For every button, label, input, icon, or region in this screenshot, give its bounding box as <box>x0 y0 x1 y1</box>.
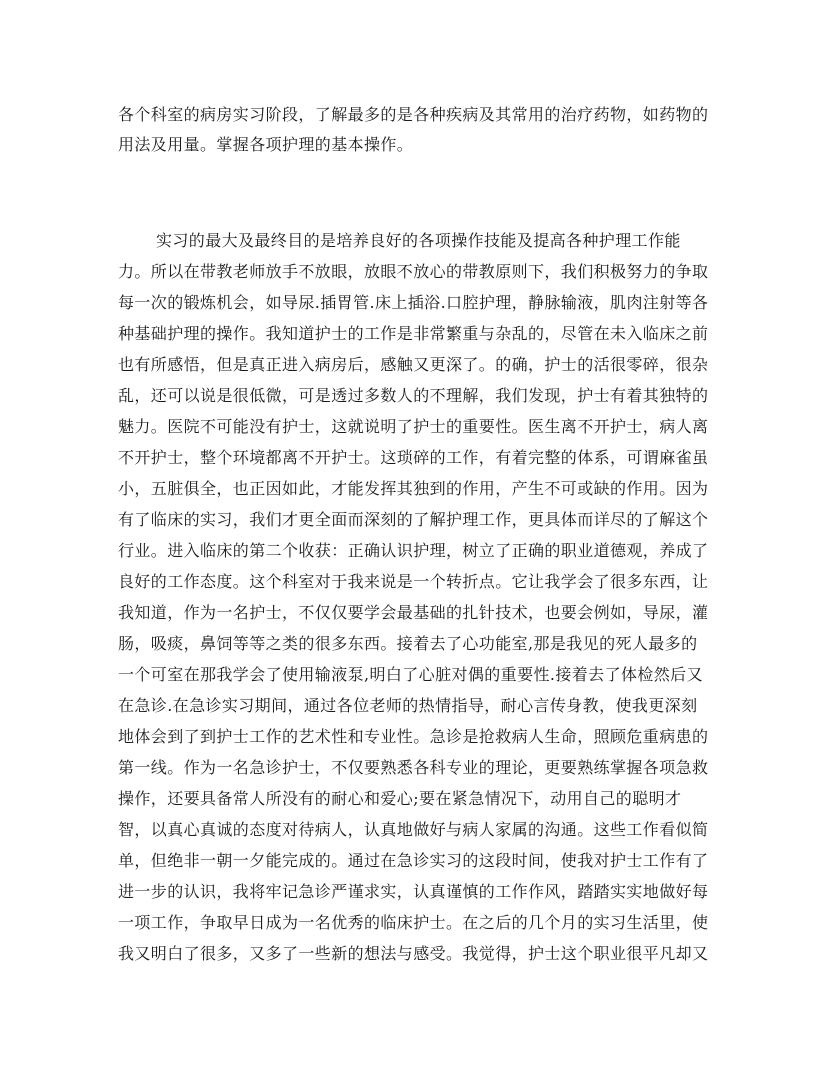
paragraph-2-line-24: 我又明白了很多，又多了一些新的想法与感受。我觉得，护士这个职业很平凡却又 <box>118 944 709 963</box>
paragraph-2-line-8: 不开护士，整个环境都离不开护士。这琐碎的工作，有着完整的体系，可谓麻雀虽 <box>118 448 709 467</box>
paragraph-2-line-14: 肠，吸痰，鼻饲等等之类的很多东西。接着去了心功能室,那是我见的死人最多的 <box>118 634 698 653</box>
paragraph-2-line-21: 单，但绝非一朝一夕能完成的。通过在急诊实习的这段时间，使我对护士工作有了 <box>118 851 709 870</box>
paragraph-2-line-17: 地体会到了到护士工作的艺术性和专业性。急诊是抢救病人生命，照顾危重病患的 <box>118 727 709 746</box>
paragraph-2-line-10: 有了临床的实习，我们才更全面而深刻的了解护理工作，更具体而详尽的了解这个 <box>118 510 709 529</box>
paragraph-2-line-13: 我知道，作为一名护士，不仅仅要学会最基础的扎针技术，也要会例如，导尿，灌 <box>118 603 709 622</box>
paragraph-2-line-2: 力。所以在带教老师放手不放眼，放眼不放心的带教原则下，我们积极努力的争取 <box>118 262 709 281</box>
paragraph-2-line-19: 操作，还要具备常人所没有的耐心和爱心;要在紧急情况下，动用自己的聪明才 <box>118 789 682 808</box>
paragraph-2-line-1: 实习的最大及最终目的是培养良好的各项操作技能及提高各种护理工作能 <box>156 231 681 250</box>
paragraph-2-line-12: 良好的工作态度。这个科室对于我来说是一个转折点。它让我学会了很多东西，让 <box>118 572 709 591</box>
paragraph-2-line-15: 一个可室在那我学会了使用输液泵,明白了心脏对偶的重要性.接着去了体检然后又 <box>118 665 703 684</box>
paragraph-2-line-3: 每一次的锻炼机会，如导尿.插胃管.床上插浴.口腔护理，静脉输液，肌肉注射等各 <box>118 293 709 312</box>
paragraph-2-line-7: 魅力。医院不可能没有护士，这就说明了护士的重要性。医生离不开护士，病人离 <box>118 417 709 436</box>
paragraph-1-line-2: 用法及用量。掌握各项护理的基本操作。 <box>118 135 414 154</box>
paragraph-2-line-22: 进一步的认识，我将牢记急诊严谨求实，认真谨慎的工作作风，踏踏实实地做好每 <box>118 882 709 901</box>
paragraph-2-line-20: 智，以真心真诚的态度对待病人，认真地做好与病人家属的沟通。这些工作看似简 <box>118 820 709 839</box>
paragraph-2-line-16: 在急诊.在急诊实习期间，通过各位老师的热情指导，耐心言传身教，使我更深刻 <box>118 696 698 715</box>
paragraph-2-line-5: 也有所感悟，但是真正进入病房后，感触又更深了。的确，护士的活很零碎，很杂 <box>118 355 709 374</box>
paragraph-2-line-23: 一项工作，争取早日成为一名优秀的临床护士。在之后的几个月的实习生活里，使 <box>118 913 709 932</box>
paragraph-1-line-1: 各个科室的病房实习阶段，了解最多的是各种疾病及其常用的治疗药物，如药物的 <box>118 105 709 124</box>
paragraph-2-line-4: 种基础护理的操作。我知道护士的工作是非常繁重与杂乱的，尽管在未入临床之前 <box>118 324 709 343</box>
paragraph-2-line-9: 小，五脏俱全，也正因如此，才能发挥其独到的作用，产生不可或缺的作用。因为 <box>118 479 709 498</box>
paragraph-2-line-11: 行业。进入临床的第二个收获：正确认识护理，树立了正确的职业道德观，养成了 <box>118 541 709 560</box>
paragraph-2-line-6: 乱，还可以说是很低微，可是透过多数人的不理解，我们发现，护士有着其独特的 <box>118 386 709 405</box>
paragraph-2-line-18: 第一线。作为一名急诊护士，不仅要熟悉各科专业的理论，更要熟练掌握各项急救 <box>118 758 709 777</box>
